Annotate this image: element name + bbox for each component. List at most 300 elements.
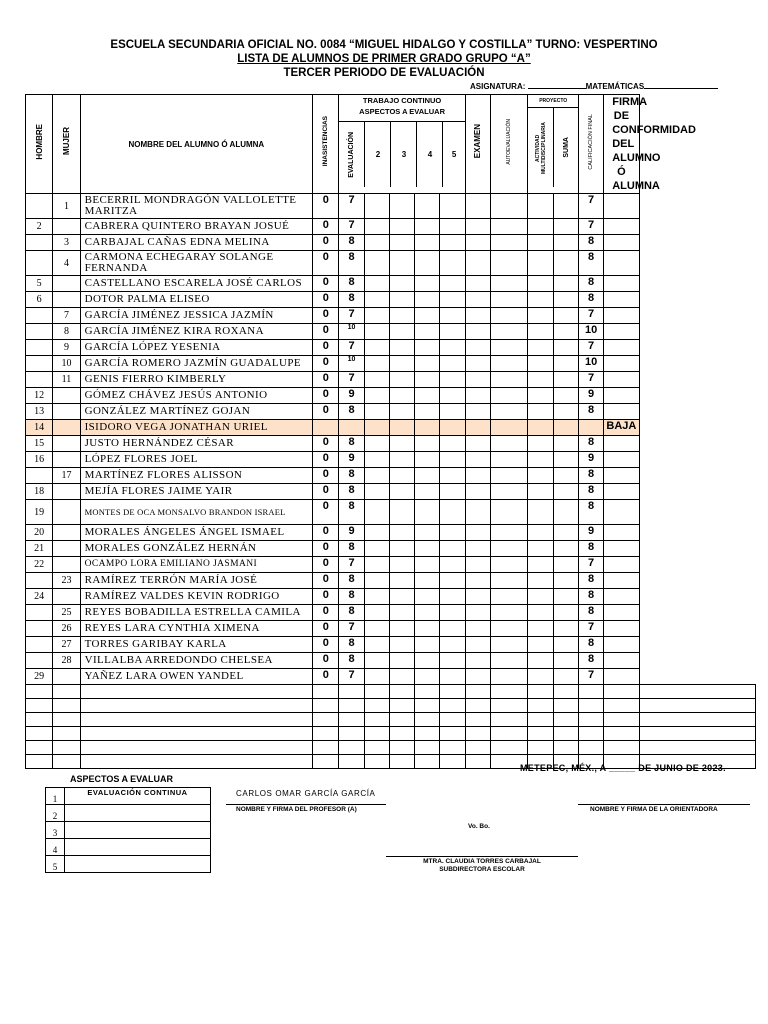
evaluacion-value: 7	[339, 219, 364, 235]
table-row	[26, 468, 756, 484]
aspect-text	[65, 856, 211, 873]
suma-cell	[553, 219, 578, 235]
aspect-cell	[364, 452, 389, 468]
aspect-cell	[364, 388, 389, 404]
firma-cell	[604, 573, 639, 589]
firma-cell	[604, 324, 639, 340]
final-grade: 7	[578, 219, 603, 235]
subject-label: ASIGNATURA:	[470, 82, 526, 91]
suma-cell	[553, 308, 578, 324]
evaluacion-value: 8	[339, 637, 364, 653]
empty-cell	[639, 713, 755, 727]
hombre-number: 24	[26, 589, 53, 605]
aspect-cell	[415, 669, 440, 685]
final-grade: 8	[578, 436, 603, 452]
actividad-cell	[528, 324, 553, 340]
table-row	[26, 276, 756, 292]
evaluacion-value: 8	[339, 541, 364, 557]
inasistencias-value: 0	[313, 621, 339, 637]
aspect-text: EVALUACIÓN CONTINUA	[65, 788, 211, 805]
empty-cell	[339, 741, 364, 755]
final-grade: 8	[578, 292, 603, 308]
empty-cell	[313, 685, 339, 699]
inasistencias-value: 0	[313, 452, 339, 468]
aspect-cell	[440, 637, 465, 653]
aspect-cell	[389, 541, 414, 557]
empty-cell	[313, 699, 339, 713]
empty-cell	[26, 727, 53, 741]
table-row	[26, 557, 756, 573]
aspect-cell	[389, 637, 414, 653]
inasistencias-value: 0	[313, 589, 339, 605]
aspect-cell	[415, 276, 440, 292]
aspect-cell	[440, 219, 465, 235]
aspect-cell	[364, 484, 389, 500]
hombre-number	[26, 372, 53, 388]
examen-cell	[465, 420, 490, 436]
empty-cell	[313, 741, 339, 755]
evaluacion-value: 7	[339, 557, 364, 573]
hombre-number	[26, 194, 53, 219]
examen-cell	[465, 340, 490, 356]
evaluacion-value: 7	[339, 340, 364, 356]
examen-cell	[465, 404, 490, 420]
empty-cell	[389, 755, 414, 769]
aspect-cell	[389, 404, 414, 420]
hombre-number	[26, 340, 53, 356]
autoevaluacion-cell	[491, 420, 528, 436]
hombre-number: 16	[26, 452, 53, 468]
evaluacion-value: 10	[339, 356, 364, 372]
inasistencias-value: 0	[313, 194, 339, 219]
inasistencias-value: 0	[313, 500, 339, 525]
hombre-number	[26, 573, 53, 589]
final-grade: 7	[578, 621, 603, 637]
aspect-cell	[389, 557, 414, 573]
final-grade: 7	[578, 194, 603, 219]
final-grade: 7	[578, 669, 603, 685]
aspect-cell	[389, 420, 414, 436]
examen-cell	[465, 484, 490, 500]
empty-cell	[553, 713, 578, 727]
mujer-number: 9	[53, 340, 80, 356]
evaluacion-value: 7	[339, 308, 364, 324]
mujer-number	[53, 525, 80, 541]
final-grade: 7	[578, 308, 603, 324]
empty-cell	[364, 699, 389, 713]
aspect-cell	[440, 356, 465, 372]
suma-cell	[553, 340, 578, 356]
evaluacion-value: 7	[339, 372, 364, 388]
aspect-cell	[389, 372, 414, 388]
autoevaluacion-cell	[491, 653, 528, 669]
aspect-cell	[364, 541, 389, 557]
suma-cell	[553, 541, 578, 557]
empty-cell	[491, 699, 528, 713]
suma-cell	[553, 637, 578, 653]
aspect-cell	[364, 525, 389, 541]
firma-cell	[604, 356, 639, 372]
mujer-number: 17	[53, 468, 80, 484]
actividad-cell	[528, 436, 553, 452]
final-grade: 8	[578, 276, 603, 292]
mujer-number: 28	[53, 653, 80, 669]
suma-cell	[553, 436, 578, 452]
aspect-cell	[415, 605, 440, 621]
suma-cell	[553, 388, 578, 404]
empty-row	[26, 713, 756, 727]
empty-cell	[364, 741, 389, 755]
inasistencias-value: 0	[313, 340, 339, 356]
final-grade: 8	[578, 605, 603, 621]
table-row	[26, 388, 756, 404]
suma-cell	[553, 372, 578, 388]
empty-cell	[389, 741, 414, 755]
empty-cell	[465, 713, 490, 727]
aspect-row	[46, 788, 211, 805]
aspect-cell	[415, 251, 440, 276]
student-name: DOTOR PALMA ELISEO	[80, 292, 313, 308]
aspect-cell	[440, 340, 465, 356]
actividad-cell	[528, 356, 553, 372]
hombre-number	[26, 235, 53, 251]
hombre-number: 5	[26, 276, 53, 292]
aspect-cell	[364, 276, 389, 292]
examen-cell	[465, 235, 490, 251]
empty-cell	[604, 727, 639, 741]
autoevaluacion-cell	[491, 219, 528, 235]
autoevaluacion-cell	[491, 541, 528, 557]
actividad-cell	[528, 308, 553, 324]
evaluacion-value	[339, 420, 364, 436]
hombre-number: 15	[26, 436, 53, 452]
table-row	[26, 194, 756, 219]
examen-cell	[465, 388, 490, 404]
suma-cell	[553, 276, 578, 292]
actividad-cell	[528, 420, 553, 436]
teacher-signature-line	[226, 804, 386, 805]
aspect-cell	[389, 605, 414, 621]
aspect-cell	[440, 452, 465, 468]
aspect-cell	[415, 292, 440, 308]
inasistencias-value: 0	[313, 324, 339, 340]
empty-cell	[440, 741, 465, 755]
student-name: YAÑEZ LARA OWEN YANDEL	[80, 669, 313, 685]
autoevaluacion-cell	[491, 468, 528, 484]
firma-cell	[604, 194, 639, 219]
mujer-number: 26	[53, 621, 80, 637]
actividad-cell	[528, 235, 553, 251]
autoevaluacion-cell	[491, 573, 528, 589]
inasistencias-value: 0	[313, 605, 339, 621]
evaluacion-value: 7	[339, 621, 364, 637]
hombre-number	[26, 621, 53, 637]
hombre-number: 22	[26, 557, 53, 573]
firma-cell	[604, 589, 639, 605]
firma-cell	[604, 372, 639, 388]
table-row	[26, 308, 756, 324]
actividad-cell	[528, 589, 553, 605]
aspect-cell	[389, 452, 414, 468]
examen-cell	[465, 605, 490, 621]
counselor-signature-line	[578, 804, 750, 805]
aspect-cell	[364, 219, 389, 235]
aspect-cell	[364, 404, 389, 420]
mujer-number	[53, 589, 80, 605]
aspect-cell	[389, 276, 414, 292]
firma-cell	[604, 276, 639, 292]
aspect-cell	[415, 573, 440, 589]
aspectos-title: ASPECTOS A EVALUAR	[70, 774, 174, 784]
evaluacion-value: 10	[339, 324, 364, 340]
empty-cell	[313, 755, 339, 769]
empty-cell	[465, 685, 490, 699]
mujer-number	[53, 436, 80, 452]
table-row	[26, 235, 756, 251]
empty-cell	[53, 727, 80, 741]
examen-cell	[465, 669, 490, 685]
student-name: GONZÁLEZ MARTÍNEZ GOJAN	[80, 404, 313, 420]
table-row	[26, 500, 756, 525]
empty-cell	[339, 699, 364, 713]
table-row	[26, 452, 756, 468]
examen-cell	[465, 356, 490, 372]
empty-cell	[389, 713, 414, 727]
aspect-cell	[440, 276, 465, 292]
empty-cell	[53, 685, 80, 699]
empty-cell	[26, 713, 53, 727]
empty-cell	[465, 699, 490, 713]
empty-cell	[639, 727, 755, 741]
autoevaluacion-cell	[491, 436, 528, 452]
subject-line	[470, 80, 718, 91]
examen-cell	[465, 557, 490, 573]
student-name: GARCÍA ROMERO JAZMÍN GUADALUPE	[80, 356, 313, 372]
empty-cell	[364, 727, 389, 741]
student-name: JUSTO HERNÁNDEZ CÉSAR	[80, 436, 313, 452]
actividad-cell	[528, 404, 553, 420]
empty-cell	[364, 685, 389, 699]
student-name: RAMÍREZ TERRÓN MARÍA JOSÉ	[80, 573, 313, 589]
actividad-cell	[528, 340, 553, 356]
aspect-cell	[415, 340, 440, 356]
autoevaluacion-cell	[491, 308, 528, 324]
suma-cell	[553, 669, 578, 685]
evaluacion-value: 8	[339, 653, 364, 669]
hombre-number	[26, 637, 53, 653]
student-name: LÓPEZ FLORES JOEL	[80, 452, 313, 468]
empty-cell	[53, 755, 80, 769]
header-inasistencias: INASISTENCIAS	[313, 95, 339, 194]
list-title: LISTA DE ALUMNOS DE PRIMER GRADO GRUPO “A”	[237, 53, 531, 65]
empty-cell	[440, 685, 465, 699]
aspect-number: 4	[46, 839, 65, 856]
empty-cell	[578, 727, 603, 741]
empty-cell	[491, 741, 528, 755]
hombre-number: 14	[26, 420, 53, 436]
mujer-number	[53, 404, 80, 420]
final-grade: 8	[578, 251, 603, 276]
empty-cell	[578, 741, 603, 755]
final-grade: 8	[578, 653, 603, 669]
final-grade: 9	[578, 388, 603, 404]
hombre-number: 12	[26, 388, 53, 404]
period-title: TERCER PERIODO DE EVALUACIÓN	[283, 67, 485, 79]
autoevaluacion-cell	[491, 292, 528, 308]
empty-cell	[440, 713, 465, 727]
examen-cell	[465, 324, 490, 340]
suma-cell	[553, 420, 578, 436]
aspect-cell	[440, 484, 465, 500]
suma-cell	[553, 484, 578, 500]
actividad-cell	[528, 621, 553, 637]
mujer-number: 25	[53, 605, 80, 621]
empty-cell	[528, 741, 553, 755]
aspect-cell	[364, 605, 389, 621]
header-firma: FIRMA DE CONFORMIDAD DEL ALUMNO Ó ALUMNA	[604, 95, 639, 194]
student-name: REYES BOBADILLA ESTRELLA CAMILA	[80, 605, 313, 621]
hombre-number: 21	[26, 541, 53, 557]
inasistencias-value: 0	[313, 637, 339, 653]
aspect-row	[46, 822, 211, 839]
aspect-number: 1	[46, 788, 65, 805]
header-calificacion-final: CALIFICACIÓN FINAL	[578, 95, 603, 194]
empty-cell	[415, 727, 440, 741]
actividad-cell	[528, 194, 553, 219]
actividad-cell	[528, 292, 553, 308]
aspect-cell	[415, 525, 440, 541]
inasistencias-value: 0	[313, 292, 339, 308]
actividad-cell	[528, 605, 553, 621]
aspect-cell	[440, 500, 465, 525]
table-row	[26, 669, 756, 685]
table-row	[26, 404, 756, 420]
empty-cell	[53, 741, 80, 755]
inasistencias-value: 0	[313, 276, 339, 292]
suma-cell	[553, 525, 578, 541]
firma-cell	[604, 669, 639, 685]
table-row	[26, 541, 756, 557]
aspect-cell	[364, 340, 389, 356]
final-grade: 8	[578, 637, 603, 653]
empty-cell	[465, 755, 490, 769]
suma-cell	[553, 621, 578, 637]
aspect-cell	[440, 621, 465, 637]
aspect-cell	[440, 235, 465, 251]
firma-cell	[604, 605, 639, 621]
table-row	[26, 251, 756, 276]
aspect-cell	[415, 500, 440, 525]
firma-cell	[604, 653, 639, 669]
autoevaluacion-cell	[491, 621, 528, 637]
aspect-cell	[440, 388, 465, 404]
suma-cell	[553, 452, 578, 468]
aspect-cell	[440, 653, 465, 669]
student-name: GARCÍA LÓPEZ YESENIA	[80, 340, 313, 356]
firma-cell: BAJA	[604, 420, 639, 436]
header-proyecto: PROYECTO ACTIVIDAD MULTIDISCIPLINARIA SUMA	[528, 95, 579, 194]
student-name: REYES LARA CYNTHIA XIMENA	[80, 621, 313, 637]
aspect-cell	[364, 324, 389, 340]
hombre-number: 2	[26, 219, 53, 235]
aspect-cell	[440, 525, 465, 541]
table-row	[26, 589, 756, 605]
hombre-number	[26, 356, 53, 372]
evaluacion-value: 8	[339, 500, 364, 525]
examen-cell	[465, 468, 490, 484]
autoevaluacion-cell	[491, 557, 528, 573]
actividad-cell	[528, 525, 553, 541]
student-name: ISIDORO VEGA JONATHAN URIEL	[80, 420, 313, 436]
firma-cell	[604, 452, 639, 468]
aspect-cell	[389, 653, 414, 669]
aspect-cell	[415, 484, 440, 500]
aspect-cell	[364, 194, 389, 219]
final-grade: 9	[578, 452, 603, 468]
evaluacion-value: 8	[339, 292, 364, 308]
student-name: CASTELLANO ESCARELA JOSÉ CARLOS	[80, 276, 313, 292]
table-row	[26, 292, 756, 308]
student-name: MEJÍA FLORES JAIME YAIR	[80, 484, 313, 500]
empty-cell	[553, 741, 578, 755]
aspect-cell	[415, 404, 440, 420]
empty-cell	[339, 713, 364, 727]
autoevaluacion-cell	[491, 452, 528, 468]
inasistencias-value: 0	[313, 484, 339, 500]
header-hombre: HOMBRE	[26, 95, 53, 194]
actividad-cell	[528, 557, 553, 573]
autoevaluacion-cell	[491, 235, 528, 251]
table-row	[26, 219, 756, 235]
aspect-cell	[364, 653, 389, 669]
autoevaluacion-cell	[491, 484, 528, 500]
mujer-number: 7	[53, 308, 80, 324]
inasistencias-value: 0	[313, 404, 339, 420]
inasistencias-value: 0	[313, 356, 339, 372]
suma-cell	[553, 235, 578, 251]
autoevaluacion-cell	[491, 251, 528, 276]
mujer-number	[53, 669, 80, 685]
inasistencias-value: 0	[313, 468, 339, 484]
suma-cell	[553, 500, 578, 525]
hombre-number	[26, 653, 53, 669]
subdirector-title: SUBDIRECTORA ESCOLAR	[439, 866, 525, 873]
grades-table	[25, 94, 756, 769]
evaluacion-value: 8	[339, 235, 364, 251]
date-line: METEPEC, MÉX., A _____ DE JUNIO DE 2023.	[520, 763, 726, 773]
table-row	[26, 573, 756, 589]
mujer-number: 11	[53, 372, 80, 388]
aspect-cell	[415, 452, 440, 468]
examen-cell	[465, 541, 490, 557]
final-grade: 8	[578, 404, 603, 420]
aspect-cell	[364, 251, 389, 276]
empty-row	[26, 727, 756, 741]
empty-cell	[80, 713, 313, 727]
aspect-cell	[389, 292, 414, 308]
empty-cell	[26, 755, 53, 769]
aspect-cell	[389, 589, 414, 605]
firma-cell	[604, 525, 639, 541]
aspect-cell	[440, 420, 465, 436]
final-grade: 8	[578, 541, 603, 557]
aspect-cell	[389, 388, 414, 404]
autoevaluacion-cell	[491, 340, 528, 356]
aspect-text	[65, 822, 211, 839]
empty-cell	[313, 713, 339, 727]
final-grade: 7	[578, 372, 603, 388]
empty-cell	[604, 685, 639, 699]
